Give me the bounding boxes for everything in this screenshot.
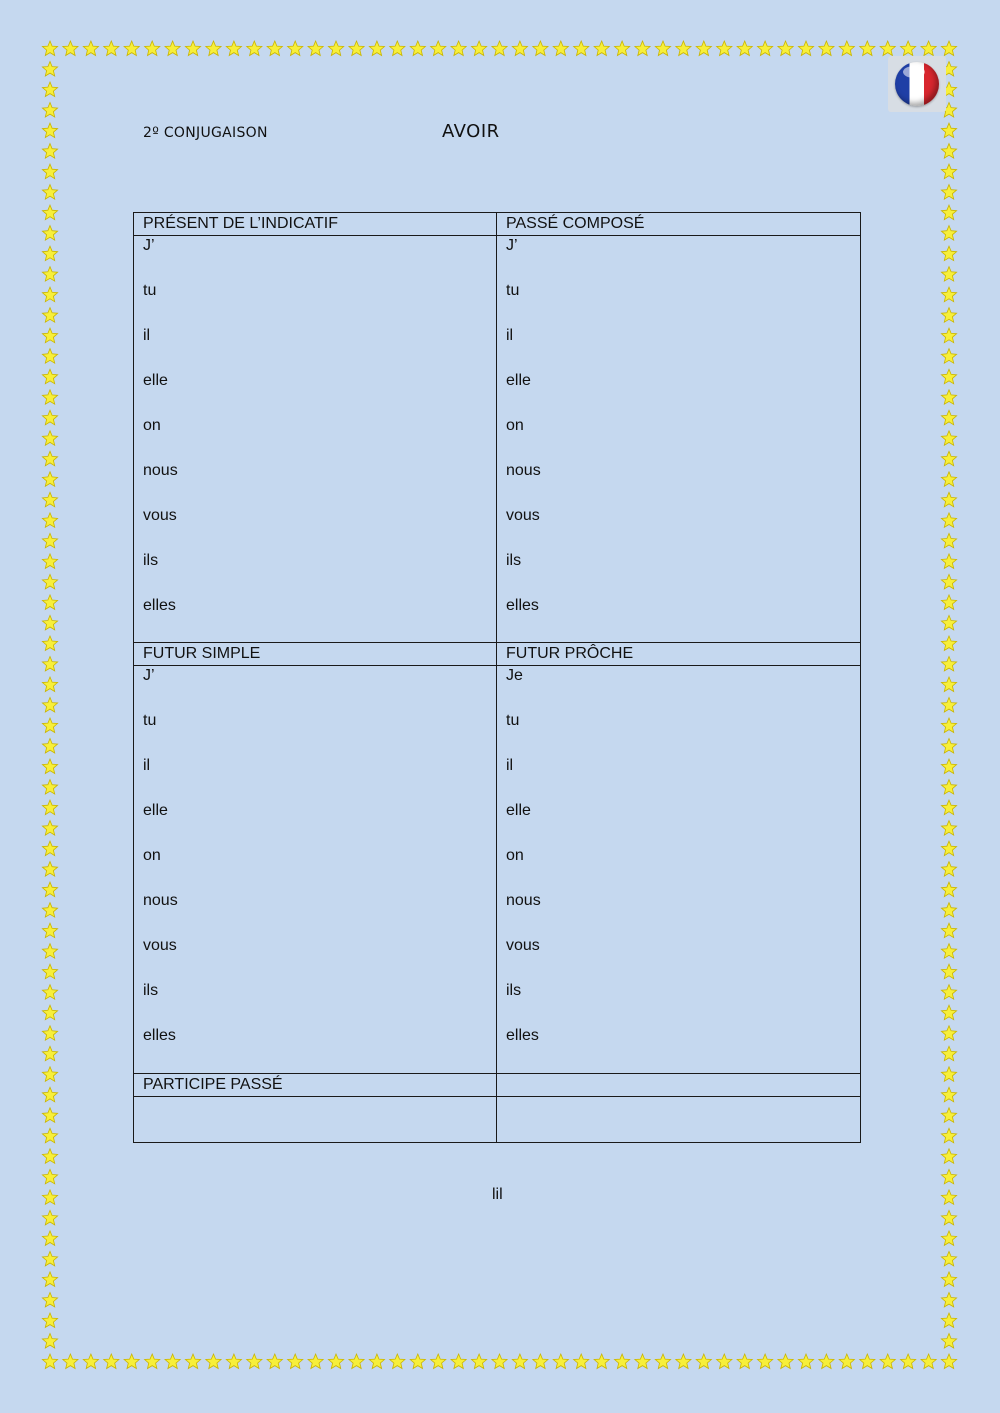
star-icon	[104, 1354, 119, 1369]
pronoun-label: on	[143, 847, 161, 864]
star-icon	[676, 41, 691, 56]
star-icon	[410, 41, 425, 56]
star-icon	[104, 41, 119, 56]
star-icon	[390, 41, 405, 56]
star-icon	[941, 1026, 956, 1040]
star-icon	[42, 821, 57, 836]
star-icon	[941, 226, 956, 241]
pronoun-label: J’	[143, 237, 155, 254]
star-icon	[42, 698, 57, 713]
star-icon	[42, 862, 57, 877]
pronoun-label: ils	[506, 552, 522, 569]
star-icon	[737, 41, 752, 56]
pronoun-label: ils	[143, 982, 159, 999]
star-icon	[42, 718, 57, 733]
star-icon	[615, 41, 630, 56]
star-icon	[574, 1354, 589, 1369]
star-icon	[941, 1169, 956, 1183]
star-icon	[574, 41, 589, 56]
pronoun-label: elle	[143, 802, 168, 819]
star-icon	[941, 1067, 956, 1082]
star-icon	[941, 328, 956, 343]
star-icon	[42, 964, 57, 979]
star-icon	[63, 41, 78, 56]
star-icon	[696, 41, 711, 56]
star-icon	[42, 1210, 57, 1225]
star-icon	[42, 349, 57, 364]
star-icon	[758, 41, 773, 56]
pronoun-label: il	[506, 327, 514, 344]
pronoun-label: vous	[143, 507, 177, 524]
star-icon	[42, 492, 57, 507]
star-icon	[941, 123, 956, 137]
star-icon	[42, 574, 57, 589]
star-icon	[206, 1354, 221, 1369]
star-icon	[42, 123, 57, 137]
french-flag-icon	[888, 56, 946, 112]
star-icon	[941, 492, 956, 507]
star-icon	[145, 41, 160, 56]
star-icon	[42, 1251, 57, 1266]
star-icon	[226, 41, 241, 56]
star-icon	[42, 1108, 57, 1123]
star-icon	[83, 1354, 98, 1369]
star-icon	[42, 1169, 57, 1183]
star-icon	[42, 41, 57, 56]
pronoun-label: on	[143, 417, 161, 434]
star-icon	[594, 41, 609, 56]
pronoun-label: elles	[506, 597, 539, 614]
star-icon	[42, 369, 57, 383]
pronoun-label: il	[143, 327, 151, 344]
present-indicatif-header: PRÉSENT DE L’INDICATIF	[134, 213, 497, 236]
star-icon	[42, 636, 57, 650]
pronoun-label: J’	[143, 667, 155, 684]
participe-passe-header: PARTICIPE PASSÉ	[134, 1074, 497, 1097]
pronoun-label: Je	[506, 667, 523, 684]
star-icon	[42, 226, 57, 241]
star-icon	[941, 821, 956, 836]
star-icon	[472, 1354, 487, 1369]
star-icon	[349, 1354, 364, 1369]
star-icon	[941, 1210, 956, 1225]
participe-passe-answer-cell[interactable]	[134, 1097, 497, 1143]
star-icon	[42, 739, 57, 754]
pronoun-label: vous	[143, 937, 177, 954]
pronoun-list	[506, 236, 860, 641]
star-icon	[165, 41, 180, 56]
star-icon	[941, 1087, 956, 1102]
star-icon	[185, 41, 200, 56]
star-icon	[880, 1354, 895, 1369]
star-icon	[369, 41, 384, 56]
star-icon	[42, 185, 57, 200]
star-icon	[42, 1293, 57, 1307]
star-icon	[42, 390, 57, 404]
star-icon	[635, 1354, 650, 1369]
star-icon	[941, 1251, 956, 1266]
star-icon	[798, 1354, 813, 1369]
star-icon	[758, 1354, 773, 1369]
star-icon	[594, 1354, 609, 1369]
star-icon	[226, 1354, 241, 1369]
star-icon	[42, 657, 57, 671]
star-icon	[941, 1293, 956, 1307]
participle-answer-row	[134, 1097, 861, 1143]
star-icon	[941, 800, 956, 815]
pronoun-label: elles	[506, 1027, 539, 1044]
star-icon	[267, 1354, 282, 1369]
pronoun-label: il	[506, 757, 514, 774]
pronoun-label: elles	[143, 597, 176, 614]
star-icon	[42, 1005, 57, 1020]
star-icon	[431, 1354, 446, 1369]
star-icon	[737, 1354, 752, 1369]
star-icon	[676, 1354, 691, 1369]
star-icon	[941, 144, 956, 159]
star-icon	[941, 841, 956, 856]
star-icon	[42, 287, 57, 302]
pronoun-list	[143, 666, 496, 1071]
pronoun-list	[506, 666, 860, 1071]
star-icon	[42, 985, 57, 1000]
star-icon	[941, 1005, 956, 1020]
star-icon	[42, 1128, 57, 1143]
star-icon	[717, 1354, 732, 1369]
star-icon	[941, 698, 956, 713]
star-icon	[901, 1354, 916, 1369]
futur-simple-header: FUTUR SIMPLE	[134, 643, 497, 666]
footer-text: lil	[492, 1186, 503, 1203]
pronoun-label: tu	[143, 712, 157, 729]
star-icon	[42, 800, 57, 815]
star-icon	[553, 1354, 568, 1369]
star-icon	[206, 41, 221, 56]
star-icon	[42, 595, 57, 610]
pronoun-label: tu	[506, 712, 520, 729]
star-icon	[42, 1026, 57, 1040]
star-icon	[42, 944, 57, 959]
star-icon	[42, 841, 57, 856]
star-icon	[941, 903, 956, 917]
star-icon	[941, 287, 956, 302]
star-icon	[655, 41, 670, 56]
star-icon	[941, 41, 956, 56]
star-icon	[901, 41, 916, 56]
star-icon	[42, 328, 57, 343]
star-icon	[778, 1354, 793, 1369]
star-icon	[328, 1354, 343, 1369]
star-icon	[941, 1354, 956, 1369]
pronoun-label: il	[143, 757, 151, 774]
star-icon	[941, 308, 956, 323]
star-icon	[42, 780, 57, 794]
star-icon	[941, 1231, 956, 1246]
pronoun-label: elle	[506, 802, 531, 819]
pronoun-label: elle	[143, 372, 168, 389]
star-icon	[42, 1231, 57, 1246]
star-icon	[533, 1354, 548, 1369]
star-icon	[42, 410, 57, 425]
pronoun-label: nous	[143, 892, 178, 909]
star-icon	[145, 1354, 160, 1369]
star-icon	[247, 41, 262, 56]
verb-title: AVOIR	[442, 121, 500, 142]
star-icon	[42, 533, 57, 547]
star-icon	[839, 41, 854, 56]
star-icon	[941, 739, 956, 754]
star-icon	[42, 1087, 57, 1102]
star-icon	[941, 964, 956, 979]
star-icon	[308, 1354, 323, 1369]
star-icon	[42, 923, 57, 937]
futur-simple-cell[interactable]	[134, 666, 497, 1074]
star-icon	[778, 41, 793, 56]
star-icon	[941, 1190, 956, 1204]
star-icon	[941, 451, 956, 466]
star-icon	[941, 677, 956, 692]
star-icon	[410, 1354, 425, 1369]
participe-passe-right-header	[497, 1074, 861, 1097]
section-header-row	[134, 643, 861, 666]
star-icon	[941, 923, 956, 937]
section-body-row	[134, 236, 861, 643]
star-icon	[42, 1149, 57, 1164]
participle-header-row	[134, 1074, 861, 1097]
star-icon	[247, 1354, 262, 1369]
pronoun-label: ils	[506, 982, 522, 999]
star-icon	[635, 41, 650, 56]
star-icon	[655, 1354, 670, 1369]
star-icon	[492, 41, 507, 56]
present-indicatif-cell[interactable]	[134, 236, 497, 643]
star-icon	[512, 1354, 527, 1369]
conjugation-table	[133, 212, 861, 1143]
star-icon	[42, 82, 57, 97]
pronoun-label: nous	[506, 462, 541, 479]
star-icon	[288, 41, 303, 56]
pronoun-label: vous	[506, 937, 540, 954]
futur-proche-cell[interactable]	[497, 666, 861, 1074]
star-icon	[941, 944, 956, 959]
passe-compose-cell[interactable]	[497, 236, 861, 643]
star-icon	[553, 41, 568, 56]
star-icon	[941, 533, 956, 547]
star-icon	[451, 1354, 466, 1369]
star-icon	[63, 1354, 78, 1369]
star-icon	[512, 41, 527, 56]
star-icon	[124, 41, 139, 56]
star-icon	[42, 1046, 57, 1060]
pronoun-label: on	[506, 847, 524, 864]
star-icon	[42, 472, 57, 487]
star-icon	[717, 41, 732, 56]
star-icon	[42, 267, 57, 281]
star-icon	[941, 1334, 956, 1349]
star-icon	[798, 41, 813, 56]
star-icon	[941, 862, 956, 877]
star-icon	[941, 1128, 956, 1143]
star-icon	[124, 1354, 139, 1369]
star-icon	[390, 1354, 405, 1369]
star-icon	[42, 677, 57, 692]
star-icon	[941, 1272, 956, 1287]
star-icon	[941, 185, 956, 200]
star-icon	[839, 1354, 854, 1369]
star-icon	[941, 431, 956, 446]
star-icon	[42, 554, 57, 569]
star-icon	[941, 657, 956, 671]
pronoun-label: tu	[143, 282, 157, 299]
star-icon	[819, 41, 834, 56]
star-icon	[42, 1190, 57, 1204]
conjugation-group-label: 2º CONJUGAISON	[143, 125, 268, 141]
star-icon	[42, 246, 57, 260]
star-icon	[533, 41, 548, 56]
star-icon	[941, 718, 956, 733]
star-icon	[860, 41, 875, 56]
star-icon	[941, 595, 956, 610]
pronoun-list	[143, 236, 496, 641]
star-icon	[492, 1354, 507, 1369]
star-icon	[941, 636, 956, 650]
star-icon	[451, 41, 466, 56]
star-icon	[42, 1067, 57, 1082]
star-icon	[941, 205, 956, 220]
star-icon	[42, 1272, 57, 1287]
pronoun-label: nous	[143, 462, 178, 479]
star-icon	[941, 615, 956, 630]
participe-passe-answer-cell-right[interactable]	[497, 1097, 861, 1143]
star-icon	[941, 267, 956, 281]
pronoun-label: tu	[506, 282, 520, 299]
star-icon	[921, 41, 936, 56]
star-icon	[860, 1354, 875, 1369]
star-icon	[941, 246, 956, 260]
star-icon	[921, 1354, 936, 1369]
star-icon	[42, 205, 57, 220]
star-icon	[267, 41, 282, 56]
pronoun-label: elle	[506, 372, 531, 389]
star-icon	[819, 1354, 834, 1369]
star-icon	[941, 369, 956, 383]
passe-compose-header: PASSÉ COMPOSÉ	[497, 213, 861, 236]
star-icon	[941, 574, 956, 589]
star-icon	[328, 41, 343, 56]
star-icon	[185, 1354, 200, 1369]
star-icon	[941, 780, 956, 794]
pronoun-label: J’	[506, 237, 518, 254]
star-icon	[42, 513, 57, 527]
star-icon	[42, 308, 57, 323]
star-icon	[941, 1313, 956, 1327]
star-icon	[349, 41, 364, 56]
star-icon	[941, 472, 956, 487]
star-icon	[42, 451, 57, 466]
star-icon	[615, 1354, 630, 1369]
star-icon	[941, 1149, 956, 1164]
pronoun-label: ils	[143, 552, 159, 569]
star-icon	[42, 1313, 57, 1327]
star-icon	[880, 41, 895, 56]
star-icon	[42, 1334, 57, 1349]
star-icon	[42, 903, 57, 917]
star-icon	[42, 431, 57, 446]
section-body-row	[134, 666, 861, 1074]
star-icon	[42, 1354, 57, 1369]
star-icon	[941, 1046, 956, 1060]
star-icon	[308, 41, 323, 56]
star-icon	[369, 1354, 384, 1369]
pronoun-label: elles	[143, 1027, 176, 1044]
futur-proche-header: FUTUR PRÔCHE	[497, 643, 861, 666]
pronoun-label: nous	[506, 892, 541, 909]
star-icon	[941, 882, 956, 897]
star-icon	[941, 164, 956, 179]
star-icon	[431, 41, 446, 56]
star-icon	[941, 985, 956, 1000]
star-icon	[42, 615, 57, 630]
star-icon	[941, 759, 956, 774]
star-icon	[472, 41, 487, 56]
star-icon	[941, 513, 956, 527]
star-icon	[42, 164, 57, 179]
star-icon	[941, 554, 956, 569]
star-icon	[42, 144, 57, 159]
star-icon	[42, 103, 57, 118]
star-icon	[288, 1354, 303, 1369]
section-header-row	[134, 213, 861, 236]
star-icon	[165, 1354, 180, 1369]
star-icon	[42, 882, 57, 897]
star-icon	[42, 759, 57, 774]
star-icon	[696, 1354, 711, 1369]
star-icon	[941, 390, 956, 404]
star-icon	[83, 41, 98, 56]
star-icon	[941, 349, 956, 364]
star-icon	[941, 410, 956, 425]
pronoun-label: vous	[506, 507, 540, 524]
pronoun-label: on	[506, 417, 524, 434]
star-icon	[941, 1108, 956, 1123]
star-icon	[42, 62, 57, 77]
